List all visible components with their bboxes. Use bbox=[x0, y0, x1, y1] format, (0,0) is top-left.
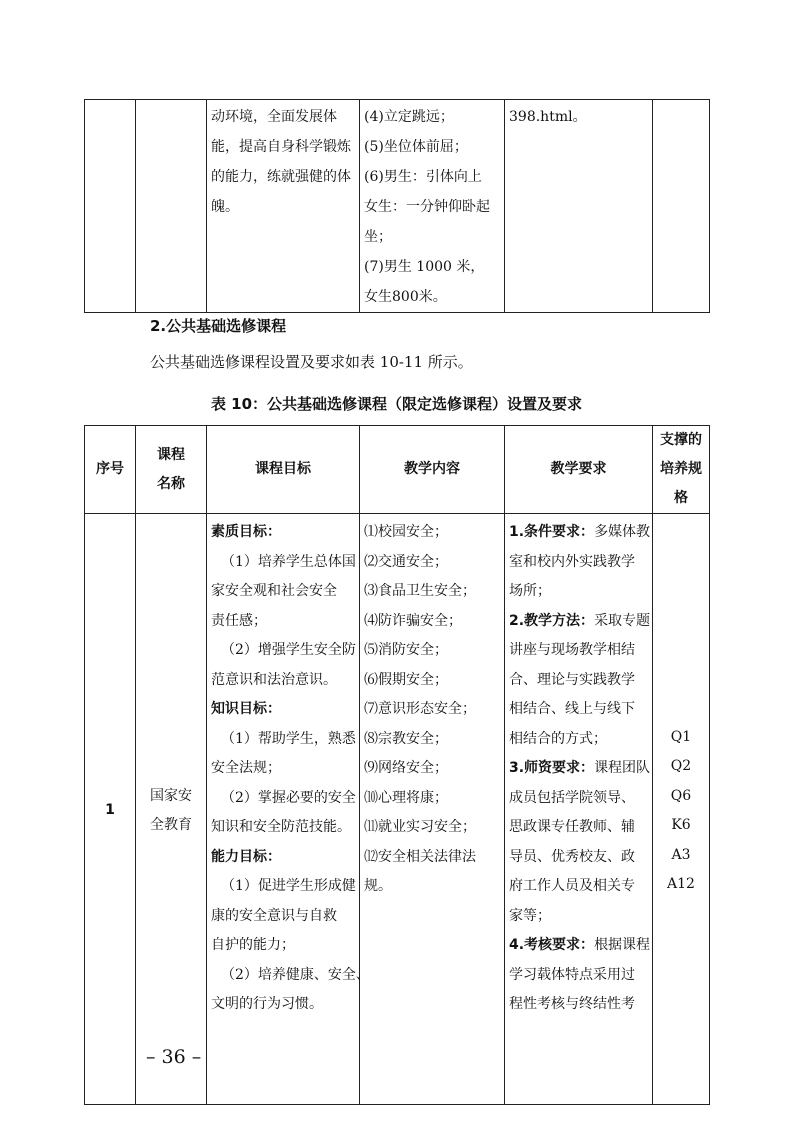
continued-course-table bbox=[84, 99, 710, 313]
elective-course-table bbox=[84, 425, 710, 1105]
header-requirement: 教学要求 bbox=[505, 426, 653, 514]
goal-cell: 素质目标： （1）培养学生总体国 家安全观和社会安全 责任感； （2）增强学生安全防 范意识和法治意识。 知识目标： （1）帮助学生，熟悉 安全法规； （2）掌握必要的安全 知识和安全防范技能。 能力目标： （1）促进学生形成健 康的安全意识与自救 自护的能力； （2）培养健康、安全、 文明的行为习惯。 bbox=[207, 514, 360, 1105]
header-goal: 课程目标 bbox=[207, 426, 360, 514]
seq-cell bbox=[85, 100, 136, 313]
requirement-cell: 398.html。 bbox=[505, 100, 653, 313]
course-name-cell: 国家安 全教育 bbox=[136, 514, 207, 1105]
table-caption: 表 10：公共基础选修课程（限定选修课程）设置及要求 bbox=[210, 395, 583, 413]
requirement-title: 1.条件要求： bbox=[509, 524, 595, 540]
section-paragraph: 公共基础选修课程设置及要求如表 10-11 所示。 bbox=[150, 353, 473, 371]
content-cell: (4)立定跳远； (5)坐位体前屈； (6)男生：引体向上 女生：一分钟仰卧起 坐； (7)男生 1000 米， 女生800米。 bbox=[360, 100, 505, 313]
header-course-name: 课程 名称 bbox=[136, 426, 207, 514]
goal-title: 素质目标： bbox=[211, 524, 281, 540]
goal-cell: 动环境，全面发展体 能，提高自身科学锻炼 的能力，练就强健的体 魄。 bbox=[207, 100, 360, 313]
section-heading: 2.公共基础选修课程 bbox=[150, 317, 287, 335]
table-row bbox=[85, 100, 710, 313]
name-cell bbox=[136, 100, 207, 313]
spec-cell: Q1 Q2 Q6 K6 A3 A12 bbox=[653, 514, 710, 1105]
page-number: – 36 – bbox=[146, 1046, 202, 1068]
requirement-title: 3.师资要求： bbox=[509, 760, 595, 776]
content-cell: ⑴校园安全； ⑵交通安全； ⑶食品卫生安全； ⑷防诈骗安全； ⑸消防安全； ⑹假期安全； ⑺意识形态安全； ⑻宗教安全； ⑼网络安全； ⑽心理将康； ⑾就业实习安全； ⑿安全相关法律法 规。 bbox=[360, 514, 505, 1105]
requirement-title: 2.教学方法： bbox=[509, 612, 595, 629]
requirement-title: 4.考核要求： bbox=[509, 937, 595, 953]
header-content: 教学内容 bbox=[360, 426, 505, 514]
spec-cell bbox=[653, 100, 710, 313]
header-seq: 序号 bbox=[85, 426, 136, 514]
requirement-cell: 1.条件要求：多媒体教 室和校内外实践教学 场所； 2.教学方法：采取专题 讲座与现场教学相结 合、理论与实践教学 相结合、线上与线下 相结合的方式； 3.师资要求：课程团队 成员包括学院领导、 思政课专任教师、辅 导员、优秀校友、政 府工作人员及相关专 家等； 4.考核要求：根据课程 学习载体特点采用过 程性考核与终结性考 bbox=[505, 514, 653, 1105]
table-header-row bbox=[85, 426, 710, 514]
header-spec: 支撑的 培养规 格 bbox=[653, 426, 710, 514]
goal-title: 知识目标： bbox=[211, 701, 281, 717]
seq-cell: 1 bbox=[85, 514, 136, 1105]
table-row bbox=[85, 514, 710, 1105]
goal-title: 能力目标： bbox=[211, 848, 281, 865]
